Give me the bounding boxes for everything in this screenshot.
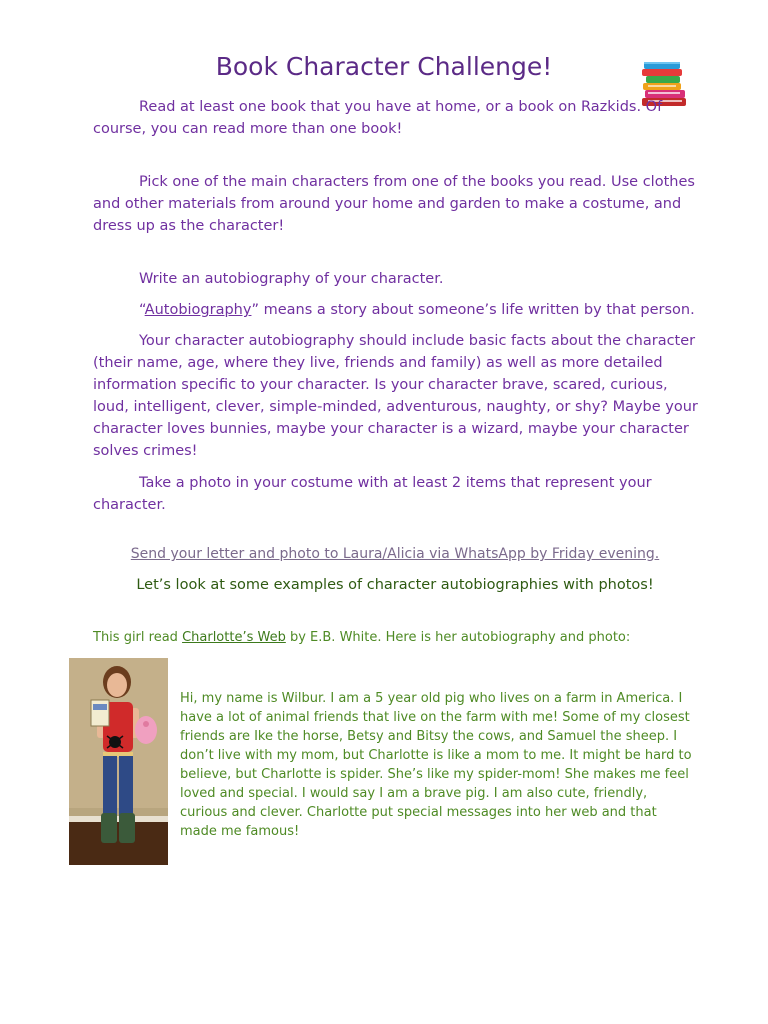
- autobiography-definition: [93, 299, 699, 321]
- instruction-costume: Pick one of the main characters from one of the books you read. Use clothes and other materials from around your home and garden to make a costume, and dress up as the character!: [93, 174, 695, 234]
- instruction-write: Write an autobiography of your character.: [139, 271, 444, 287]
- examples-heading: Let’s look at some examples of character autobiographies with photos!: [136, 577, 654, 593]
- definition-text: ” means a story about someone’s life written by that person.: [251, 302, 695, 318]
- example-intro: [93, 630, 630, 645]
- girl-costume-photo: [69, 658, 168, 865]
- book-title-link[interactable]: Charlotte’s Web: [182, 630, 286, 645]
- wilbur-autobiography: Hi, my name is Wilbur. I am a 5 year old pig who lives on a farm in America. I have a lot of animal friends that live on the farm with me! Some of my closest friends are Ike the horse, Betsy and Bitsy the cows, and Samuel the sheep. I don’t live with my mom, but Charlotte is like a mom to me. It might be hard to believe, but Charlotte is spider. She’s like my spider-mom! She makes me feel loved and special. I would say I am a brave pig. I am also cute, friendly, curious and clever. Charlotte put special messages into her web and that made me famous!: [180, 691, 692, 839]
- quote-open: “: [139, 302, 145, 318]
- intro-before: This girl read: [93, 630, 183, 645]
- instruction-read: Read at least one book that you have at home, or a book on Razkids. Of course, you can read more than one book!: [93, 99, 663, 137]
- autobiography-term: Autobiography: [144, 302, 252, 318]
- instruction-photo: Take a photo in your costume with at least 2 items that represent your character.: [93, 475, 652, 513]
- page-title: Book Character Challenge!: [215, 52, 553, 81]
- send-note: Send your letter and photo to Laura/Alicia via WhatsApp by Friday evening.: [130, 546, 660, 562]
- intro-after: by E.B. White. Here is her autobiography and photo:: [285, 630, 631, 645]
- instruction-details: Your character autobiography should include basic facts about the character (their name, age, where they live, friends and family) as well as more detailed information specific to your character. Is your character brave, scared, curious, loud, intelligent, clever, simple-minded, adventurous, naughty, or shy? Maybe your character loves bunnies, maybe your character is a wizard, maybe your character solves crimes!: [93, 333, 698, 459]
